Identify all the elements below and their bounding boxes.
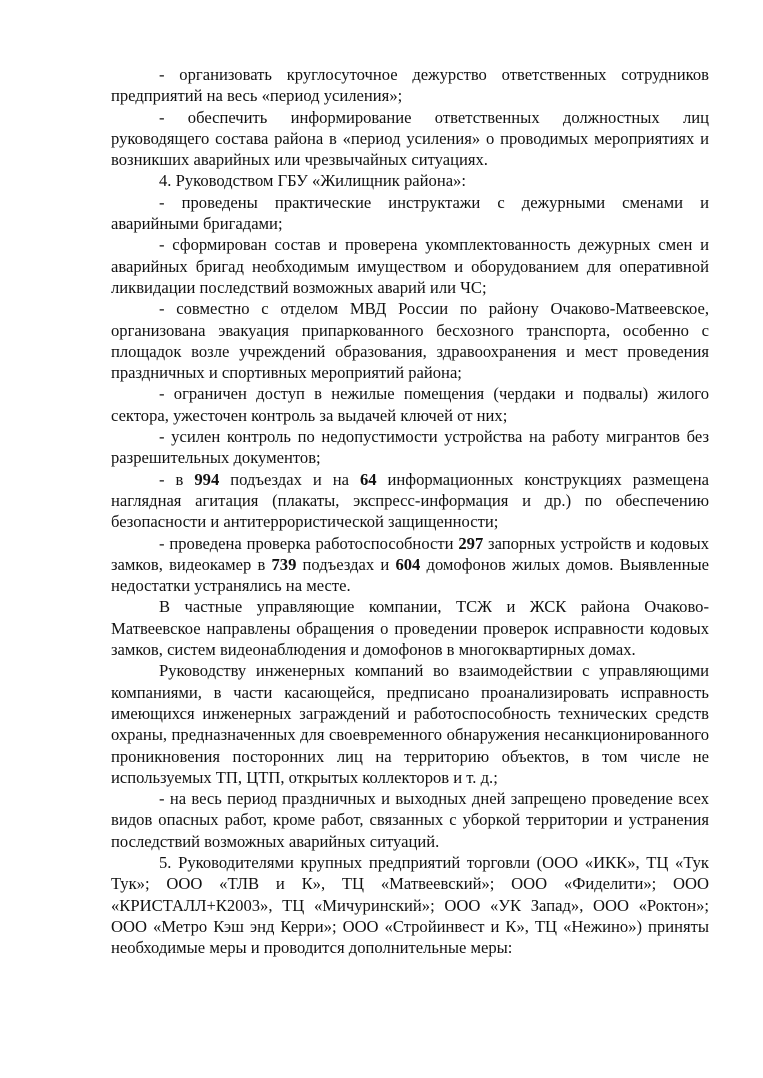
paragraph-text: информационных конструкциях размещена наглядная агитация (плакаты, экспресс-информация и др.) по обеспечению безопасности и антитеррористической защищенности;	[111, 469, 709, 532]
paragraph-text: - усилен контроль по недопустимости устройства на работу мигрантов без разрешительных документов;	[111, 427, 709, 468]
document-paragraph	[111, 852, 709, 958]
bold-number: 64	[359, 469, 377, 489]
document-paragraph	[111, 469, 709, 533]
paragraph-text: 5. Руководителями крупных предприятий торговли (ООО «ИКК», ТЦ «Тук Тук»; ООО «ТЛВ и К», ТЦ «Матвеевский»; ООО «Фиделити»; ООО «КРИСТАЛЛ+К2003», ТЦ «Мичуринский»; ООО «УК Запад», ООО «Роктон»; ООО «Метро Кэш энд Керри»; ООО «Стройинвест и К», ТЦ «Нежино») приняты необходимые меры и проводится дополнительные меры:	[111, 852, 709, 958]
document-paragraph	[111, 383, 709, 426]
bold-number: 604	[395, 554, 421, 574]
paragraph-text: В частные управляющие компании, ТСЖ и ЖСК района Очаково-Матвеевское направлены обращения о проведении проверок исправности кодовых замков, систем видеонаблюдения и домофонов в многоквартирных домах.	[111, 597, 709, 660]
paragraph-text: - обеспечить информирование ответственных должностных лиц руководящего состава района в «период усиления» о проводимых мероприятиях и возникших аварийных или чрезвычайных ситуациях.	[111, 107, 709, 170]
bold-number: 994	[194, 469, 220, 489]
paragraph-text: Руководству инженерных компаний во взаимодействии с управляющими компаниями, в части касающейся, предписано проанализировать исправность имеющихся инженерных заграждений и работоспособность технических средств охраны, предназначенных для своевременного обнаружения несанкционированного проникновения посторонних лиц на территорию объектов, в том числе не используемых ТП, ЦТП, открытых коллекторов и т. д.;	[111, 661, 709, 787]
paragraph-text: - на весь период праздничных и выходных дней запрещено проведение всех видов опасных работ, кроме работ, связанных с уборкой территории и устранения последствий возможных аварийных ситуаций.	[111, 789, 709, 851]
paragraph-text: запорных устройств и кодовых замков, видеокамер в	[111, 533, 709, 574]
document-paragraph	[111, 426, 709, 469]
paragraph-text: - совместно с отделом МВД России по району Очаково-Матвеевское, организована эвакуация припаркованного бесхозного транспорта, особенно с площадок возле учреждений образования, здравоохранения и мест проведения праздничных и спортивных мероприятий района;	[111, 299, 709, 383]
paragraph-text: - сформирован состав и проверена укомплектованность дежурных смен и аварийных бригад необходимым имуществом и оборудованием для оперативной ликвидации последствий возможных аварий или ЧС;	[111, 235, 709, 297]
document-paragraph	[111, 596, 709, 660]
paragraph-text: домофонов жилых домов. Выявленные недостатки устранялись на месте.	[111, 554, 709, 596]
document-paragraph	[111, 298, 709, 383]
paragraph-text: - организовать круглосуточное дежурство ответственных сотрудников предприятий на весь «период усиления»;	[111, 65, 709, 106]
bold-number: 739	[271, 554, 297, 574]
document-paragraph	[111, 788, 709, 852]
document-paragraph	[111, 533, 709, 597]
document-paragraph	[111, 660, 709, 788]
document-paragraph	[111, 192, 709, 235]
document-page	[111, 64, 709, 958]
paragraph-text: - проведена проверка работоспособности	[159, 533, 459, 553]
paragraph-text: - проведены практические инструктажи с дежурными сменами и аварийными бригадами;	[111, 192, 709, 234]
document-paragraph	[111, 107, 709, 171]
paragraph-text: подъездах и	[296, 554, 396, 574]
paragraph-text: - в	[159, 469, 195, 489]
document-paragraph	[111, 234, 709, 298]
document-paragraph	[111, 64, 709, 107]
bold-number: 297	[458, 533, 484, 553]
paragraph-text: 4. Руководством ГБУ «Жилищник района»:	[159, 171, 466, 191]
document-paragraph	[111, 170, 709, 191]
paragraph-text: подъездах и на	[219, 469, 360, 489]
paragraph-text: - ограничен доступ в нежилые помещения (чердаки и подвалы) жилого сектора, ужесточен контроль за выдачей ключей от них;	[111, 384, 709, 425]
